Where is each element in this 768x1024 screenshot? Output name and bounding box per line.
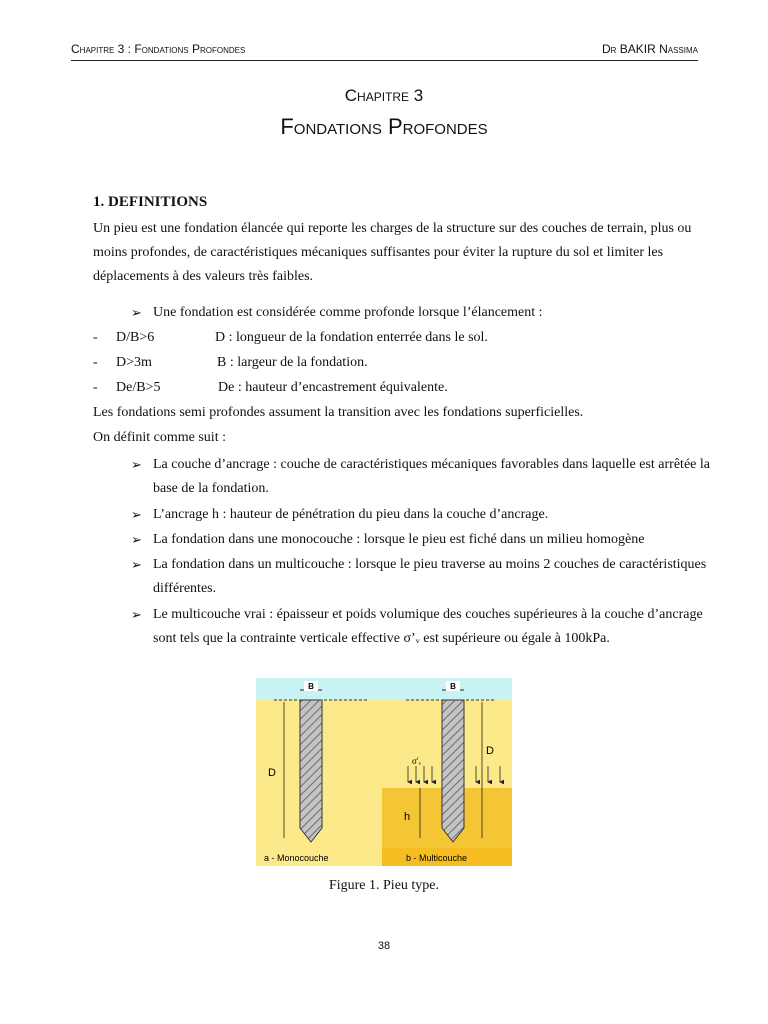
condition-desc: De : hauteur d’encastrement équivalente. (218, 380, 448, 395)
arrow-bullet-icon: ➢ (131, 305, 142, 320)
dash-mark: - (93, 355, 98, 370)
paragraph-definition: Un pieu est une fondation élancée qui reporte les charges de la structure sur des couches de terrain, plus ou moins profondes, de caractéristiques mécaniques suffisantes pour éviter la rupture du sol et limiter les déplacements à des valeurs très faibles. (93, 221, 692, 284)
bullet-item: Le multicouche vrai : épaisseur et poids volumique des couches supérieures à la couche d’ancrage sont tels que la contrainte verticale effective σ’ᵥ est supérieure ou égale à 100kPa. (153, 607, 703, 646)
bullet-item: La couche d’ancrage : couche de caractéristiques mécaniques favorables dans laquelle est arrêtée la base de la fondation. (153, 457, 710, 496)
condition-desc: D : longueur de la fondation enterrée dans le sol. (215, 330, 488, 345)
label-sigma: σ'ᵥ (412, 756, 422, 766)
paragraph-semi: Les fondations semi profondes assument la transition avec les fondations superficielles. (93, 405, 584, 420)
arrow-bullet-icon: ➢ (131, 607, 142, 622)
arrow-bullet-icon: ➢ (131, 457, 142, 472)
paragraph-intro: On définit comme suit : (93, 430, 226, 445)
chapter-label: Chapitre 3 (344, 86, 424, 105)
pile-a (300, 700, 322, 842)
header-author: Dr BAKIR Nassima (601, 42, 698, 56)
pile-figure (256, 678, 512, 866)
page-number: 38 (377, 940, 391, 952)
page-header (71, 42, 698, 60)
dash-mark: - (93, 380, 98, 395)
label-h: h (404, 811, 411, 823)
pile-b (442, 700, 464, 842)
label-d: D (486, 745, 494, 757)
header-chapter: Chapitre 3 : Fondations Profondes (71, 42, 246, 56)
sky-area (256, 678, 512, 700)
condition-desc: B : largeur de la fondation. (217, 355, 368, 370)
bullet-item: L’ancrage h : hauteur de pénétration du pieu dans la couche d’ancrage. (153, 507, 549, 522)
page-title: Fondations Profondes (280, 114, 488, 139)
label-multicouche: b - Multicouche (406, 853, 468, 863)
label-b: B (308, 682, 314, 691)
bullet-intro: Une fondation est considérée comme profonde lorsque l’élancement : (153, 305, 543, 320)
label-monocouche: a - Monocouche (264, 853, 329, 863)
figure-caption: Figure 1. Pieu type. (328, 878, 440, 893)
arrow-bullet-icon: ➢ (131, 532, 142, 547)
arrow-bullet-icon: ➢ (131, 557, 142, 572)
bullet-item: La fondation dans un multicouche : lorsque le pieu traverse au moins 2 couches de caractéristiques différentes. (153, 557, 707, 596)
condition-key: De/B>5 (116, 380, 161, 395)
header-rule (71, 60, 698, 61)
dash-mark: - (93, 330, 98, 345)
bullet-item: La fondation dans une monocouche : lorsque le pieu est fiché dans un milieu homogène (153, 532, 645, 547)
condition-key: D>3m (116, 355, 152, 370)
label-d: D (268, 767, 276, 779)
section-heading: 1. DEFINITIONS (93, 194, 208, 210)
label-b: B (450, 682, 456, 691)
arrow-bullet-icon: ➢ (131, 507, 142, 522)
condition-key: D/B>6 (116, 330, 155, 345)
